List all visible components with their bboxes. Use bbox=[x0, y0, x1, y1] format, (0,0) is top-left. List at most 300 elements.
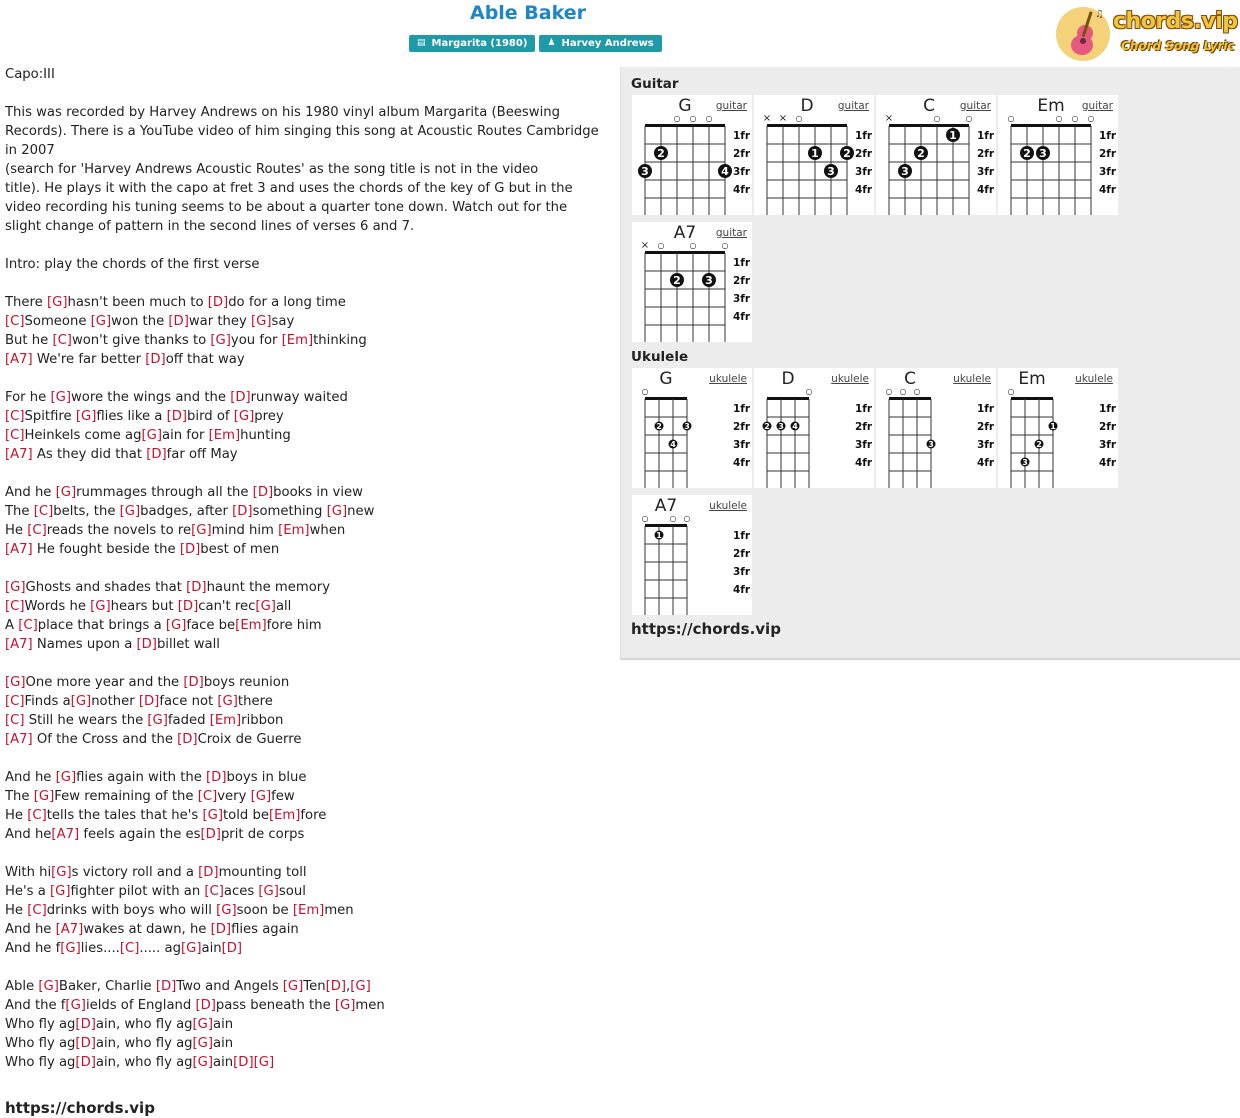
chord-tag[interactable]: [D] bbox=[155, 979, 177, 994]
chord-tag[interactable]: [D] bbox=[198, 865, 219, 880]
instrument-link[interactable]: ukulele bbox=[831, 373, 869, 385]
lyric-text: fore him bbox=[266, 618, 322, 633]
chord-tag[interactable]: [G] bbox=[216, 903, 237, 918]
lyric-line bbox=[5, 616, 617, 635]
chord-tag[interactable]: [G] bbox=[192, 1017, 214, 1032]
fretboard-grid bbox=[998, 368, 1118, 488]
lyric-line bbox=[5, 293, 617, 312]
chord-tag[interactable]: [C] bbox=[5, 694, 25, 709]
lyric-text: hasn't been much to bbox=[67, 295, 208, 310]
lyric-text: Names upon a bbox=[32, 637, 137, 652]
lyric-text: ribbon bbox=[241, 713, 284, 728]
lyric-text: Croix de Guerre bbox=[197, 732, 302, 747]
lyric-text: ain bbox=[213, 1055, 234, 1070]
ukulele-chord-diagram-g[interactable] bbox=[632, 368, 752, 488]
lyric-text: drinks with boys who will bbox=[46, 903, 217, 918]
instrument-link[interactable]: guitar bbox=[837, 100, 869, 112]
ukulele-chord-diagram-c[interactable] bbox=[876, 368, 996, 488]
svg-text:2: 2 bbox=[764, 422, 770, 431]
lyric-text: aces bbox=[223, 884, 259, 899]
chord-tag[interactable]: [D] bbox=[210, 922, 232, 937]
lyric-text: badges, after bbox=[140, 504, 233, 519]
lyric-text: title). He plays it with the capo at fret 3 and uses the chords of the key of G but in the bbox=[5, 181, 573, 196]
lyric-text: place that brings a bbox=[37, 618, 166, 633]
lyric-text: do for a long time bbox=[228, 295, 346, 310]
svg-text:3fr: 3fr bbox=[1099, 439, 1117, 451]
chord-tag[interactable]: [G] bbox=[192, 1036, 214, 1051]
svg-text:○: ○ bbox=[673, 114, 681, 123]
svg-text:1fr: 1fr bbox=[733, 257, 751, 269]
chord-tag[interactable]: [C] bbox=[5, 428, 25, 443]
lyric-text: Few remaining of the bbox=[54, 789, 198, 804]
svg-text:○: ○ bbox=[933, 114, 941, 123]
lyric-text: He bbox=[5, 903, 28, 918]
chord-tag[interactable]: [G] bbox=[180, 941, 202, 956]
chord-tag[interactable]: [G] bbox=[255, 599, 276, 614]
svg-text:2: 2 bbox=[657, 147, 665, 160]
chord-tag[interactable]: [D] bbox=[195, 998, 216, 1013]
chord-tag[interactable]: [D] bbox=[145, 352, 166, 367]
lyric-text: ain, who fly ag bbox=[95, 1017, 193, 1032]
chord-tag[interactable]: [D] bbox=[186, 580, 207, 595]
chord-tag[interactable]: [A7] bbox=[5, 732, 33, 747]
chord-tag[interactable]: [G] bbox=[350, 979, 371, 994]
chord-tag[interactable]: [G] bbox=[33, 789, 55, 804]
lyric-line bbox=[5, 654, 617, 673]
lyric-line bbox=[5, 1053, 617, 1072]
lyric-line bbox=[5, 502, 617, 521]
svg-text:3: 3 bbox=[1039, 147, 1047, 160]
lyric-line bbox=[5, 255, 617, 274]
chord-tag[interactable]: [Em] bbox=[281, 333, 314, 348]
lyric-line bbox=[5, 863, 617, 882]
lyric-text: tells the tales that he's bbox=[46, 808, 203, 823]
logo-text: chords.vip bbox=[1113, 9, 1238, 34]
chord-tag[interactable]: [G] bbox=[119, 504, 141, 519]
guitar-chord-diagram-em[interactable] bbox=[998, 95, 1118, 215]
lyric-line bbox=[5, 597, 617, 616]
lyric-text: ain, who fly ag bbox=[95, 1036, 193, 1051]
instrument-link[interactable]: ukulele bbox=[953, 373, 991, 385]
lyric-line bbox=[5, 388, 617, 407]
chord-name: Em bbox=[1037, 96, 1065, 116]
lyric-text: Still he wears the bbox=[24, 713, 148, 728]
lyric-line bbox=[5, 160, 617, 179]
lyric-line bbox=[5, 198, 617, 217]
svg-text:2fr: 2fr bbox=[855, 148, 873, 160]
svg-text:○: ○ bbox=[1087, 114, 1095, 123]
chord-tag[interactable]: [G] bbox=[192, 1055, 214, 1070]
user-icon: ♟ bbox=[547, 38, 556, 48]
svg-text:×: × bbox=[640, 240, 650, 251]
lyric-text: mounting toll bbox=[218, 865, 307, 880]
guitar-chord-diagram-c[interactable] bbox=[876, 95, 996, 215]
lyric-line bbox=[5, 996, 617, 1015]
chord-tag[interactable]: [G] bbox=[210, 333, 231, 348]
svg-text:○: ○ bbox=[657, 241, 665, 250]
song-title: Able Baker bbox=[469, 2, 586, 24]
chord-tag[interactable]: [C] bbox=[197, 789, 218, 804]
chord-tag[interactable]: [C] bbox=[27, 903, 47, 918]
chord-tag[interactable]: [A7] bbox=[5, 637, 33, 652]
panel-url[interactable]: https://chords.vip bbox=[631, 620, 781, 638]
lyric-line bbox=[5, 559, 617, 578]
lyric-line bbox=[5, 673, 617, 692]
chord-tag[interactable]: [Em] bbox=[292, 903, 325, 918]
svg-text:○: ○ bbox=[1007, 387, 1015, 396]
lyric-text: books in view bbox=[273, 485, 363, 500]
footer-url[interactable]: https://chords.vip bbox=[5, 1099, 155, 1117]
lyric-text: prey bbox=[254, 409, 284, 424]
instrument-link[interactable]: guitar bbox=[715, 227, 747, 239]
svg-text:1fr: 1fr bbox=[855, 130, 873, 142]
chord-tag[interactable]: [Em] bbox=[235, 618, 267, 633]
chord-tag[interactable]: [Em] bbox=[209, 713, 242, 728]
guitar-chord-diagram-a7[interactable] bbox=[632, 222, 752, 342]
lyric-text: soon be bbox=[236, 903, 293, 918]
svg-text:2: 2 bbox=[673, 274, 681, 287]
lyric-text: Someone bbox=[24, 314, 91, 329]
chord-tag[interactable]: [G] bbox=[233, 409, 255, 424]
svg-text:3: 3 bbox=[1022, 458, 1028, 467]
lyric-text: flies like a bbox=[96, 409, 167, 424]
svg-text:4: 4 bbox=[670, 440, 676, 449]
svg-text:×: × bbox=[884, 113, 894, 124]
lyric-line bbox=[5, 141, 617, 160]
chord-tag[interactable]: [G] bbox=[70, 694, 92, 709]
chord-tag[interactable]: [D] bbox=[221, 941, 243, 956]
svg-text:2: 2 bbox=[656, 422, 662, 431]
album-badge[interactable] bbox=[409, 35, 535, 52]
instrument-link[interactable]: ukulele bbox=[709, 500, 747, 512]
chord-name: G bbox=[659, 369, 673, 389]
svg-text:1fr: 1fr bbox=[733, 403, 751, 415]
svg-text:○: ○ bbox=[641, 387, 649, 396]
lyric-text: all bbox=[275, 599, 292, 614]
chord-tag[interactable]: [A7] bbox=[5, 352, 33, 367]
guitar-chord-diagram-g[interactable] bbox=[632, 95, 752, 215]
lyric-text: Finds a bbox=[24, 694, 71, 709]
svg-text:3fr: 3fr bbox=[1099, 166, 1117, 178]
chord-tag[interactable]: [Em] bbox=[278, 523, 310, 538]
chord-tag[interactable]: [D] bbox=[252, 485, 274, 500]
lyric-text: fore bbox=[300, 808, 327, 823]
lyric-line bbox=[5, 179, 617, 198]
instrument-link[interactable]: guitar bbox=[715, 100, 747, 112]
lyric-line bbox=[5, 103, 617, 122]
svg-text:○: ○ bbox=[669, 514, 677, 523]
chord-tag[interactable]: [A7] bbox=[5, 447, 33, 462]
lyric-line bbox=[5, 730, 617, 749]
lyric-text: told be bbox=[222, 808, 269, 823]
chord-tag[interactable]: [G] bbox=[50, 884, 71, 899]
lyric-line bbox=[5, 882, 617, 901]
svg-text:○: ○ bbox=[689, 241, 697, 250]
lyric-line bbox=[5, 920, 617, 939]
chord-tag[interactable]: [G] bbox=[51, 865, 72, 880]
lyric-text: He bbox=[5, 808, 28, 823]
lyric-text: boys in blue bbox=[226, 770, 307, 785]
lyric-text: , bbox=[346, 979, 351, 994]
chord-tag[interactable]: [G] bbox=[202, 808, 223, 823]
svg-text:2fr: 2fr bbox=[977, 148, 995, 160]
chord-tag[interactable]: [D] bbox=[166, 409, 188, 424]
chord-tag[interactable]: [G] bbox=[141, 428, 162, 443]
lyric-text: ain for bbox=[162, 428, 209, 443]
lyric-line bbox=[5, 1072, 617, 1091]
lyric-line bbox=[5, 350, 617, 369]
svg-text:1: 1 bbox=[811, 147, 819, 160]
svg-text:2: 2 bbox=[1036, 440, 1042, 449]
chord-tag[interactable]: [G] bbox=[250, 314, 272, 329]
lyric-text: Ghosts and shades that bbox=[25, 580, 187, 595]
chord-diagrams-panel bbox=[620, 67, 1240, 660]
chord-tag[interactable]: [D] bbox=[206, 770, 227, 785]
lyric-text: in 2007 bbox=[5, 143, 55, 158]
chord-tag[interactable]: [G] bbox=[90, 314, 112, 329]
chord-tag[interactable]: [G] bbox=[326, 504, 348, 519]
lyric-line bbox=[5, 540, 617, 559]
chord-tag[interactable]: [G] bbox=[217, 694, 238, 709]
svg-text:4: 4 bbox=[721, 165, 729, 178]
lyric-text: With hi bbox=[5, 865, 52, 880]
svg-text:○: ○ bbox=[965, 114, 973, 123]
lyric-text: Capo:III bbox=[5, 67, 55, 82]
svg-text:○: ○ bbox=[689, 114, 697, 123]
lyric-line bbox=[5, 445, 617, 464]
lyric-text: faded bbox=[167, 713, 210, 728]
svg-text:4fr: 4fr bbox=[1099, 184, 1117, 196]
lyric-text: And the f bbox=[5, 998, 66, 1013]
svg-text:3fr: 3fr bbox=[733, 566, 751, 578]
chord-tag[interactable]: [D] bbox=[325, 979, 347, 994]
chord-tag[interactable]: [D] bbox=[177, 599, 199, 614]
chord-tag[interactable]: [G] bbox=[253, 1055, 275, 1070]
lyric-line bbox=[5, 692, 617, 711]
svg-text:3fr: 3fr bbox=[733, 439, 751, 451]
chord-tag[interactable]: [D] bbox=[177, 732, 198, 747]
svg-text:○: ○ bbox=[1071, 114, 1079, 123]
chord-tag[interactable]: [C] bbox=[5, 713, 25, 728]
lyric-text: lies.... bbox=[80, 941, 120, 956]
chord-tag[interactable]: [G] bbox=[46, 295, 68, 310]
svg-text:3: 3 bbox=[684, 422, 690, 431]
lyric-line bbox=[5, 749, 617, 768]
chord-tag[interactable]: [G] bbox=[90, 599, 111, 614]
svg-text:2: 2 bbox=[1023, 147, 1031, 160]
chord-tag[interactable]: [G] bbox=[60, 941, 81, 956]
chord-tag[interactable]: [C] bbox=[5, 599, 25, 614]
chord-tag[interactable]: [G] bbox=[147, 713, 168, 728]
chord-tag[interactable]: [G] bbox=[65, 998, 86, 1013]
chord-tag[interactable]: [D] bbox=[138, 694, 160, 709]
lyric-text: wakes at dawn, he bbox=[83, 922, 211, 937]
chord-tag[interactable]: [C] bbox=[5, 409, 25, 424]
svg-text:1fr: 1fr bbox=[977, 403, 995, 415]
lyric-line bbox=[5, 84, 617, 103]
chord-tag[interactable]: [Em] bbox=[208, 428, 241, 443]
ukulele-chord-diagram-a7[interactable] bbox=[632, 495, 752, 615]
chord-tag[interactable]: [G] bbox=[5, 580, 26, 595]
lyric-line bbox=[5, 825, 617, 844]
lyric-text: flies again bbox=[231, 922, 299, 937]
chord-tag[interactable]: [D] bbox=[232, 504, 253, 519]
lyric-line bbox=[5, 711, 617, 730]
svg-text:4: 4 bbox=[792, 422, 798, 431]
chord-tag[interactable]: [D] bbox=[136, 637, 157, 652]
artist-badge-label: Harvey Andrews bbox=[561, 38, 654, 49]
lyric-text: feels again the es bbox=[79, 827, 201, 842]
svg-text:3fr: 3fr bbox=[733, 166, 751, 178]
svg-text:3: 3 bbox=[641, 165, 649, 178]
svg-text:3fr: 3fr bbox=[977, 166, 995, 178]
chord-tag[interactable]: [G] bbox=[50, 390, 71, 405]
svg-text:1fr: 1fr bbox=[855, 403, 873, 415]
chord-tag[interactable]: [G] bbox=[258, 884, 279, 899]
lyric-text: ain bbox=[213, 1036, 234, 1051]
chord-tag[interactable]: [C] bbox=[33, 504, 54, 519]
lyric-text: thinking bbox=[313, 333, 367, 348]
chord-tag[interactable]: [D] bbox=[207, 295, 229, 310]
chord-tag[interactable]: [G] bbox=[282, 979, 304, 994]
chord-tag[interactable]: [D] bbox=[168, 314, 189, 329]
chord-tag[interactable]: [C] bbox=[27, 523, 47, 538]
fretboard-grid bbox=[632, 95, 752, 215]
lyric-text: runway waited bbox=[250, 390, 348, 405]
lyric-text: A bbox=[5, 618, 19, 633]
lyric-text: Who fly ag bbox=[5, 1055, 76, 1070]
chord-tag[interactable]: [D] bbox=[75, 1055, 96, 1070]
lyric-line bbox=[5, 578, 617, 597]
lyric-text: prit de corps bbox=[220, 827, 305, 842]
lyric-text: when bbox=[309, 523, 346, 538]
chord-tag[interactable]: [D] bbox=[233, 1055, 254, 1070]
lyric-text: won the bbox=[111, 314, 169, 329]
svg-text:♫: ♫ bbox=[1095, 9, 1104, 20]
lyric-text: He fought beside the bbox=[32, 542, 180, 557]
svg-text:2: 2 bbox=[843, 147, 851, 160]
chord-tag[interactable]: [C] bbox=[5, 314, 25, 329]
lyric-line bbox=[5, 217, 617, 236]
svg-text:1fr: 1fr bbox=[733, 130, 751, 142]
lyric-text: Words he bbox=[24, 599, 91, 614]
lyric-line bbox=[5, 464, 617, 483]
lyric-text: reads the novels to re bbox=[46, 523, 192, 538]
svg-text:○: ○ bbox=[913, 387, 921, 396]
lyric-text: hears but bbox=[110, 599, 178, 614]
chord-tag[interactable]: [D] bbox=[183, 675, 204, 690]
chord-tag[interactable]: [C] bbox=[204, 884, 224, 899]
lyric-text: flies again with the bbox=[76, 770, 207, 785]
svg-text:○: ○ bbox=[1055, 114, 1063, 123]
svg-text:×: × bbox=[778, 113, 788, 124]
lyric-line bbox=[5, 939, 617, 958]
lyric-text: new bbox=[347, 504, 375, 519]
chord-tag[interactable]: [G] bbox=[75, 409, 97, 424]
chord-tag[interactable]: [C] bbox=[119, 941, 140, 956]
chord-name: C bbox=[904, 369, 916, 389]
chord-tag[interactable]: [G] bbox=[5, 675, 26, 690]
chord-tag[interactable]: [C] bbox=[18, 618, 38, 633]
guitar-chord-diagram-d[interactable] bbox=[754, 95, 874, 215]
lyric-text: men bbox=[355, 998, 385, 1013]
ukulele-chord-diagram-em[interactable] bbox=[998, 368, 1118, 488]
chord-name: A7 bbox=[654, 496, 678, 516]
lyric-text: And he bbox=[5, 485, 56, 500]
chord-tag[interactable]: [G] bbox=[55, 770, 77, 785]
svg-text:○: ○ bbox=[885, 387, 893, 396]
svg-text:3fr: 3fr bbox=[733, 293, 751, 305]
svg-text:1fr: 1fr bbox=[977, 130, 995, 142]
chord-tag[interactable]: [G] bbox=[334, 998, 356, 1013]
instrument-link[interactable]: ukulele bbox=[709, 373, 747, 385]
instrument-link[interactable]: guitar bbox=[1081, 100, 1113, 112]
instrument-link[interactable]: guitar bbox=[959, 100, 991, 112]
svg-text:2fr: 2fr bbox=[855, 421, 873, 433]
lyric-text: The bbox=[5, 789, 34, 804]
instrument-link[interactable]: ukulele bbox=[1075, 373, 1113, 385]
lyric-text: face be bbox=[186, 618, 236, 633]
chord-tag[interactable]: [A7] bbox=[55, 922, 84, 937]
chord-tag[interactable]: [A7] bbox=[5, 542, 33, 557]
lyrics-body bbox=[5, 65, 617, 1118]
svg-text:×: × bbox=[762, 113, 772, 124]
ukulele-chord-diagram-d[interactable] bbox=[754, 368, 874, 488]
lyric-text: Intro: play the chords of the first verse bbox=[5, 257, 260, 272]
chord-tag[interactable]: [G] bbox=[191, 523, 212, 538]
song-badges bbox=[409, 35, 662, 52]
svg-text:4fr: 4fr bbox=[855, 184, 873, 196]
svg-text:○: ○ bbox=[1007, 114, 1015, 123]
chord-tag[interactable]: [G] bbox=[165, 618, 187, 633]
lyric-text: men bbox=[324, 903, 354, 918]
chord-tag[interactable]: [Em] bbox=[268, 808, 301, 823]
artist-badge[interactable] bbox=[539, 35, 661, 52]
lyric-text: very bbox=[217, 789, 251, 804]
lyric-line bbox=[5, 521, 617, 540]
lyric-line bbox=[5, 65, 617, 84]
chord-tag[interactable]: [G] bbox=[55, 485, 77, 500]
lyric-text: belts, the bbox=[53, 504, 120, 519]
chord-tag[interactable]: [D] bbox=[200, 827, 221, 842]
site-logo[interactable] bbox=[1055, 3, 1238, 63]
guitar-section-title: Guitar bbox=[631, 76, 679, 92]
lyric-text: fighter pilot with an bbox=[70, 884, 205, 899]
chord-tag[interactable]: [D] bbox=[179, 542, 201, 557]
lyric-text: As they did that bbox=[32, 447, 147, 462]
chord-tag[interactable]: [G] bbox=[250, 789, 272, 804]
lyric-text: hunting bbox=[240, 428, 291, 443]
lyric-text: something bbox=[252, 504, 327, 519]
fretboard-grid bbox=[632, 368, 752, 488]
svg-text:3: 3 bbox=[778, 422, 784, 431]
chord-tag[interactable]: [G] bbox=[38, 979, 59, 994]
lyric-text: Ten bbox=[303, 979, 326, 994]
chord-tag[interactable]: [D] bbox=[230, 390, 251, 405]
chord-tag[interactable]: [A7] bbox=[51, 827, 80, 842]
lyric-text: One more year and the bbox=[25, 675, 184, 690]
chord-tag[interactable]: [D] bbox=[146, 447, 167, 462]
chord-tag[interactable]: [C] bbox=[27, 808, 47, 823]
lyric-text: Who fly ag bbox=[5, 1036, 76, 1051]
lyric-text: wore the wings and the bbox=[70, 390, 231, 405]
chord-tag[interactable]: [D] bbox=[75, 1036, 96, 1051]
lyric-text: few bbox=[271, 789, 295, 804]
svg-text:○: ○ bbox=[721, 241, 729, 250]
svg-text:○: ○ bbox=[641, 514, 649, 523]
chord-tag[interactable]: [C] bbox=[52, 333, 72, 348]
chord-tag[interactable]: [D] bbox=[75, 1017, 96, 1032]
